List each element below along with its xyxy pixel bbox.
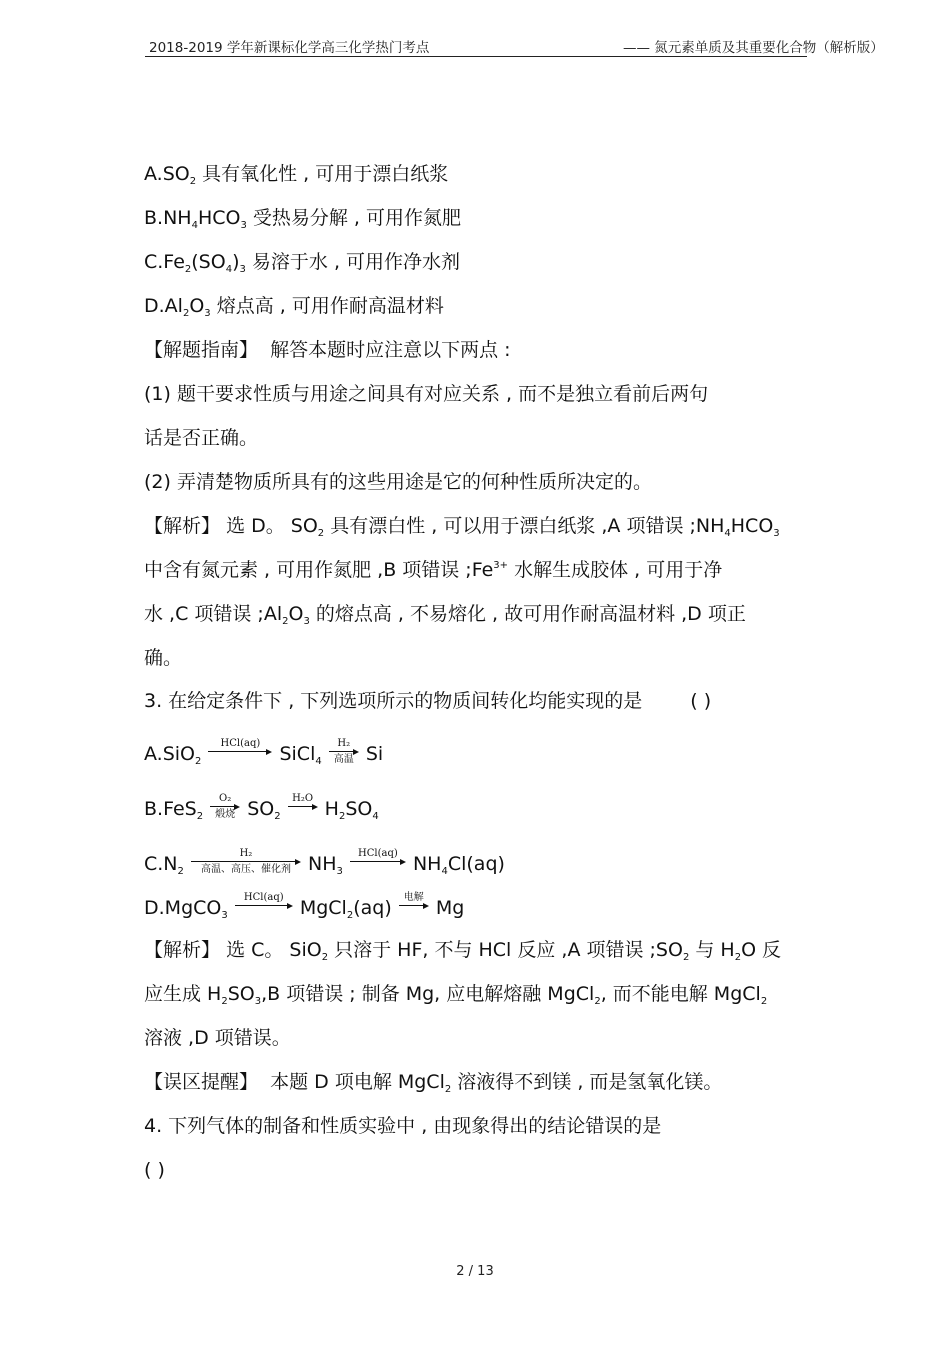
- analysis-1-line-3: 水 ,C 项错误 $;Al_2O_3$ 的熔点高 , 不易熔化 , 故可用作耐高温材料 ,D 项正: [144, 603, 746, 627]
- q3-option-b: B.FeS$_2$ O₂ 煅烧 $SO_2$ H₂O $H_2SO_4$: [144, 793, 379, 822]
- analysis-2-line-2: 应生成 $H_2SO_3,B$ 项错误 ; 制备 Mg, 应电解熔融 MgCl$_2$, 而不能电解 MgCl$_2$: [144, 983, 768, 1007]
- reaction-arrow: HCl(aq): [208, 744, 272, 760]
- reaction-arrow: H₂O: [288, 799, 318, 815]
- q3-option-c: $C.N_2$ H₂ 高温、高压、催化剂 $NH_3$ HCl(aq) $NH_4Cl(aq)$: [144, 848, 505, 877]
- mistake-reminder: 【误区提醒】 本题 D 项电解 MgCl$_2$ 溶液得不到镁 , 而是氢氧化镁。: [144, 1071, 723, 1095]
- analysis-1-line-2: 中含有氮元素 , 可用作氮肥 ,B 项错误 $;Fe^{3+}$ 水解生成胶体 , 可用于净: [144, 559, 723, 581]
- q3-option-d: D.MgCO$_3$ HCl(aq) MgCl$_2$(aq) 电解 Mg: [144, 892, 465, 921]
- reaction-arrow: H₂ 高温、高压、催化剂: [191, 854, 301, 870]
- answer-bracket: ( ): [144, 1159, 165, 1181]
- guide-point-2: (2) 弄清楚物质所具有的这些用途是它的何种性质所决定的。: [144, 471, 652, 493]
- reaction-arrow: HCl(aq): [350, 854, 406, 870]
- option-d: $D.Al_2O_3$ 熔点高 , 可用作耐高温材料: [144, 295, 444, 319]
- option-c: $C.Fe_2(SO_4)_3$ 易溶于水 , 可用作净水剂: [144, 251, 461, 275]
- option-a: $A.SO_2$ 具有氧化性 , 可用于漂白纸浆: [144, 163, 449, 187]
- analysis-label: 【解析】: [144, 939, 221, 961]
- reaction-arrow: HCl(aq): [235, 898, 293, 914]
- analysis-1-line-4: 确。: [144, 647, 183, 669]
- question-4-stem: 4. 下列气体的制备和性质实验中 , 由现象得出的结论错误的是: [144, 1115, 662, 1137]
- question-3-stem: 3. 在给定条件下 , 下列选项所示的物质间转化均能实现的是 ( ): [144, 690, 712, 712]
- analysis-2-line-3: 溶液 ,D 项错误。: [144, 1027, 291, 1049]
- reaction-arrow: O₂ 煅烧: [210, 799, 240, 815]
- guide-label: 【解题指南】: [144, 339, 259, 361]
- guide-heading: 【解题指南】 解答本题时应注意以下两点 :: [144, 339, 511, 361]
- analysis-2-line-1: 【解析】 选 C。 SiO$_2$ 只溶于 HF, 不与 HCl 反应 ,A 项错误 $;SO_2$ 与 $H_2O$ 反: [144, 939, 782, 963]
- page-header: [145, 34, 884, 57]
- page-number: 2 / 13: [456, 1264, 494, 1279]
- guide-point-1-cont: 话是否正确。: [144, 427, 259, 449]
- answer-bracket: ( ): [690, 690, 712, 712]
- mistake-label: 【误区提醒】: [144, 1071, 259, 1093]
- option-b: $B.NH_4HCO_3$ 受热易分解 , 可用作氮肥: [144, 207, 462, 231]
- reaction-arrow: H₂ 高温: [329, 744, 359, 760]
- header-title-left: 2018-2019 学年新课标化学高三化学热门考点: [149, 40, 430, 56]
- reaction-arrow: 电解: [399, 898, 429, 914]
- guide-point-1: (1) 题干要求性质与用途之间具有对应关系 , 而不是独立看前后两句: [144, 383, 709, 405]
- q3-option-a: A.SiO$_2$ HCl(aq) SiCl$_4$ H₂ 高温 Si: [144, 738, 384, 767]
- analysis-label: 【解析】: [144, 515, 221, 537]
- header-title-right: —— 氮元素单质及其重要化合物（解析版）: [623, 40, 884, 56]
- analysis-1-line-1: 【解析】 选 D。 $SO_2$ 具有漂白性 , 可以用于漂白纸浆 ,A 项错误 $;NH_4HCO_3$: [144, 515, 780, 539]
